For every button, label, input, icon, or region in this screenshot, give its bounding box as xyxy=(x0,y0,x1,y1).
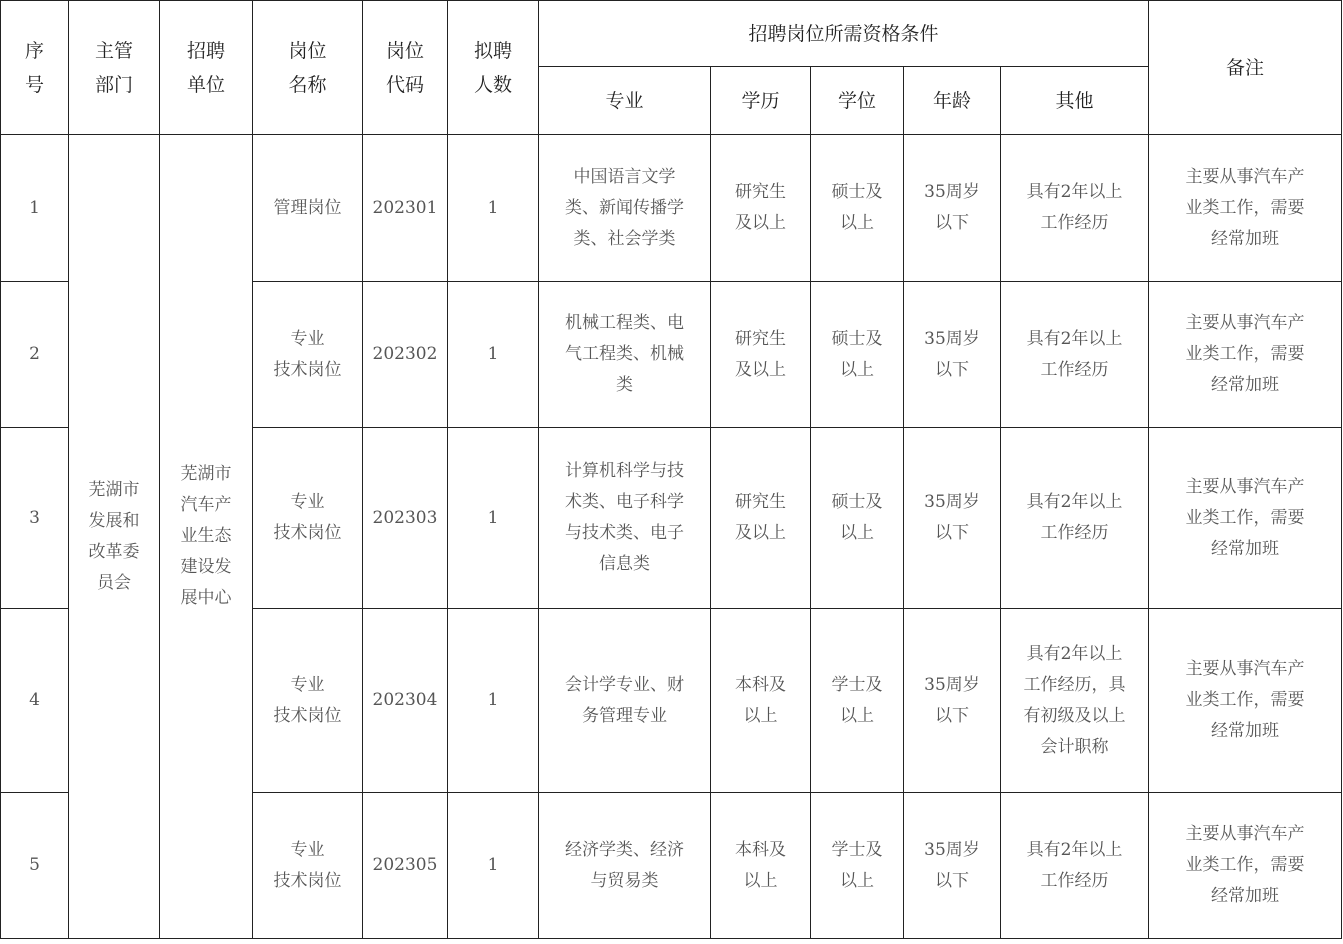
header-education: 学历 xyxy=(711,67,811,135)
header-seq: 序 号 xyxy=(1,1,69,135)
cell-major: 机械工程类、电 气工程类、机械 类 xyxy=(539,282,711,428)
cell-note: 主要从事汽车产 业类工作，需要 经常加班 xyxy=(1149,793,1342,939)
cell-degree: 硕士及 以上 xyxy=(811,135,904,282)
cell-degree: 学士及 以上 xyxy=(811,793,904,939)
cell-note: 主要从事汽车产 业类工作，需要 经常加班 xyxy=(1149,135,1342,282)
header-qualifications: 招聘岗位所需资格条件 xyxy=(539,1,1149,67)
cell-education: 本科及 以上 xyxy=(711,793,811,939)
cell-unit: 芜湖市 汽车产 业生态 建设发 展中心 xyxy=(160,135,253,939)
cell-age: 35周岁 以下 xyxy=(904,609,1001,793)
cell-other: 具有2年以上 工作经历 xyxy=(1001,793,1149,939)
cell-dept: 芜湖市 发展和 改革委 员会 xyxy=(69,135,160,939)
cell-post-name: 专业 技术岗位 xyxy=(253,282,363,428)
cell-count: 1 xyxy=(448,428,539,609)
header-major: 专业 xyxy=(539,67,711,135)
cell-other: 具有2年以上 工作经历 xyxy=(1001,135,1149,282)
cell-age: 35周岁 以下 xyxy=(904,793,1001,939)
cell-post-code: 202303 xyxy=(363,428,448,609)
header-post-code: 岗位 代码 xyxy=(363,1,448,135)
cell-education: 研究生 及以上 xyxy=(711,428,811,609)
cell-note: 主要从事汽车产 业类工作，需要 经常加班 xyxy=(1149,428,1342,609)
cell-degree: 硕士及 以上 xyxy=(811,282,904,428)
cell-post-code: 202301 xyxy=(363,135,448,282)
cell-other: 具有2年以上 工作经历 xyxy=(1001,428,1149,609)
cell-other: 具有2年以上 工作经历 xyxy=(1001,282,1149,428)
cell-age: 35周岁 以下 xyxy=(904,428,1001,609)
table-row xyxy=(1,135,1342,282)
cell-education: 研究生 及以上 xyxy=(711,282,811,428)
cell-note: 主要从事汽车产 业类工作，需要 经常加班 xyxy=(1149,282,1342,428)
header-row-1 xyxy=(1,1,1342,67)
cell-post-code: 202304 xyxy=(363,609,448,793)
cell-other: 具有2年以上 工作经历，具 有初级及以上 会计职称 xyxy=(1001,609,1149,793)
header-note: 备注 xyxy=(1149,1,1342,135)
cell-count: 1 xyxy=(448,609,539,793)
header-age: 年龄 xyxy=(904,67,1001,135)
cell-education: 本科及 以上 xyxy=(711,609,811,793)
cell-major: 中国语言文学 类、新闻传播学 类、社会学类 xyxy=(539,135,711,282)
cell-seq: 3 xyxy=(1,428,69,609)
header-post-name: 岗位 名称 xyxy=(253,1,363,135)
header-other: 其他 xyxy=(1001,67,1149,135)
cell-post-code: 202305 xyxy=(363,793,448,939)
cell-post-code: 202302 xyxy=(363,282,448,428)
cell-seq: 5 xyxy=(1,793,69,939)
cell-count: 1 xyxy=(448,282,539,428)
cell-note: 主要从事汽车产 业类工作，需要 经常加班 xyxy=(1149,609,1342,793)
cell-post-name: 专业 技术岗位 xyxy=(253,793,363,939)
cell-post-name: 管理岗位 xyxy=(253,135,363,282)
header-count: 拟聘 人数 xyxy=(448,1,539,135)
cell-degree: 硕士及 以上 xyxy=(811,428,904,609)
cell-seq: 4 xyxy=(1,609,69,793)
cell-seq: 1 xyxy=(1,135,69,282)
header-degree: 学位 xyxy=(811,67,904,135)
cell-degree: 学士及 以上 xyxy=(811,609,904,793)
cell-age: 35周岁 以下 xyxy=(904,135,1001,282)
cell-count: 1 xyxy=(448,135,539,282)
cell-major: 计算机科学与技 术类、电子科学 与技术类、电子 信息类 xyxy=(539,428,711,609)
cell-post-name: 专业 技术岗位 xyxy=(253,609,363,793)
cell-education: 研究生 及以上 xyxy=(711,135,811,282)
cell-seq: 2 xyxy=(1,282,69,428)
cell-major: 经济学类、经济 与贸易类 xyxy=(539,793,711,939)
cell-count: 1 xyxy=(448,793,539,939)
header-unit: 招聘 单位 xyxy=(160,1,253,135)
header-dept: 主管 部门 xyxy=(69,1,160,135)
cell-post-name: 专业 技术岗位 xyxy=(253,428,363,609)
cell-major: 会计学专业、财 务管理专业 xyxy=(539,609,711,793)
cell-age: 35周岁 以下 xyxy=(904,282,1001,428)
